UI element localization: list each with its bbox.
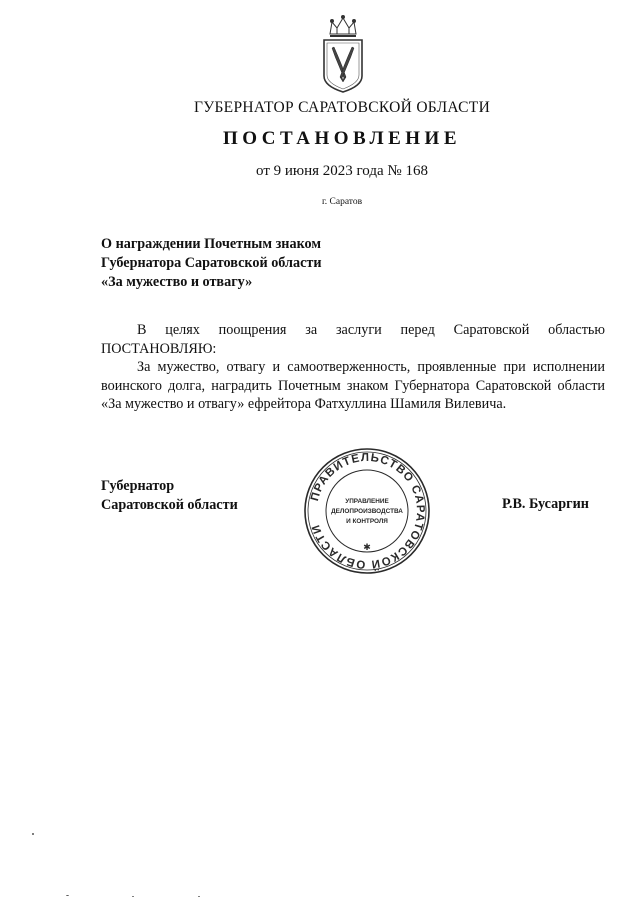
seal-center-line-3: И КОНТРОЛЯ [346,518,388,525]
signatory-title-line-2: Саратовской области [101,497,238,513]
document-subject [101,235,322,292]
seal-ring-text: ПРАВИТЕЛЬСТВО САРАТОВСКОЙ ОБЛАСТИ [309,451,427,571]
scan-speck [198,896,200,897]
issuer-heading: ГУБЕРНАТОР САРАТОВСКОЙ ОБЛАСТИ [193,99,491,116]
scan-speck [132,896,134,897]
subject-line-3: «За мужество и отвагу» [101,274,253,290]
official-seal-icon [302,446,432,576]
scan-speck [66,895,69,896]
document-date-number: от 9 июня 2023 года № 168 [256,163,428,179]
scan-speck [32,833,34,835]
body-paragraph-1: В целях поощрения за заслуги перед Саратовской областью ПОСТАНОВЛЯЮ: [101,322,605,357]
body-paragraph-2: За мужество, отвагу и самоотверженность, проявленные при исполнении воинского долга, наградить Почетным знаком Губернатора Саратовской области «За мужество и отвагу» ефрейтора Фатхуллина Шамиля Вилевича. [101,359,605,413]
document-type-title: ПОСТАНОВЛЕНИЕ [222,128,462,149]
seal-center-line-1: УПРАВЛЕНИЕ [345,498,389,505]
subject-line-2: Губернатора Саратовской области [101,255,322,271]
signatory-name: Р.В. Бусаргин [502,496,589,512]
seal-star-icon: ✱ [363,542,371,552]
document-body [101,321,605,414]
coat-of-arms-icon [320,14,366,94]
seal-center-line-2: ДЕЛОПРОИЗВОДСТВА [331,508,403,515]
signatory-title-line-1: Губернатор [101,478,175,494]
subject-line-1: О награждении Почетным знаком [101,236,322,252]
signatory-title [101,477,238,515]
document-city: г. Саратов [321,197,363,207]
